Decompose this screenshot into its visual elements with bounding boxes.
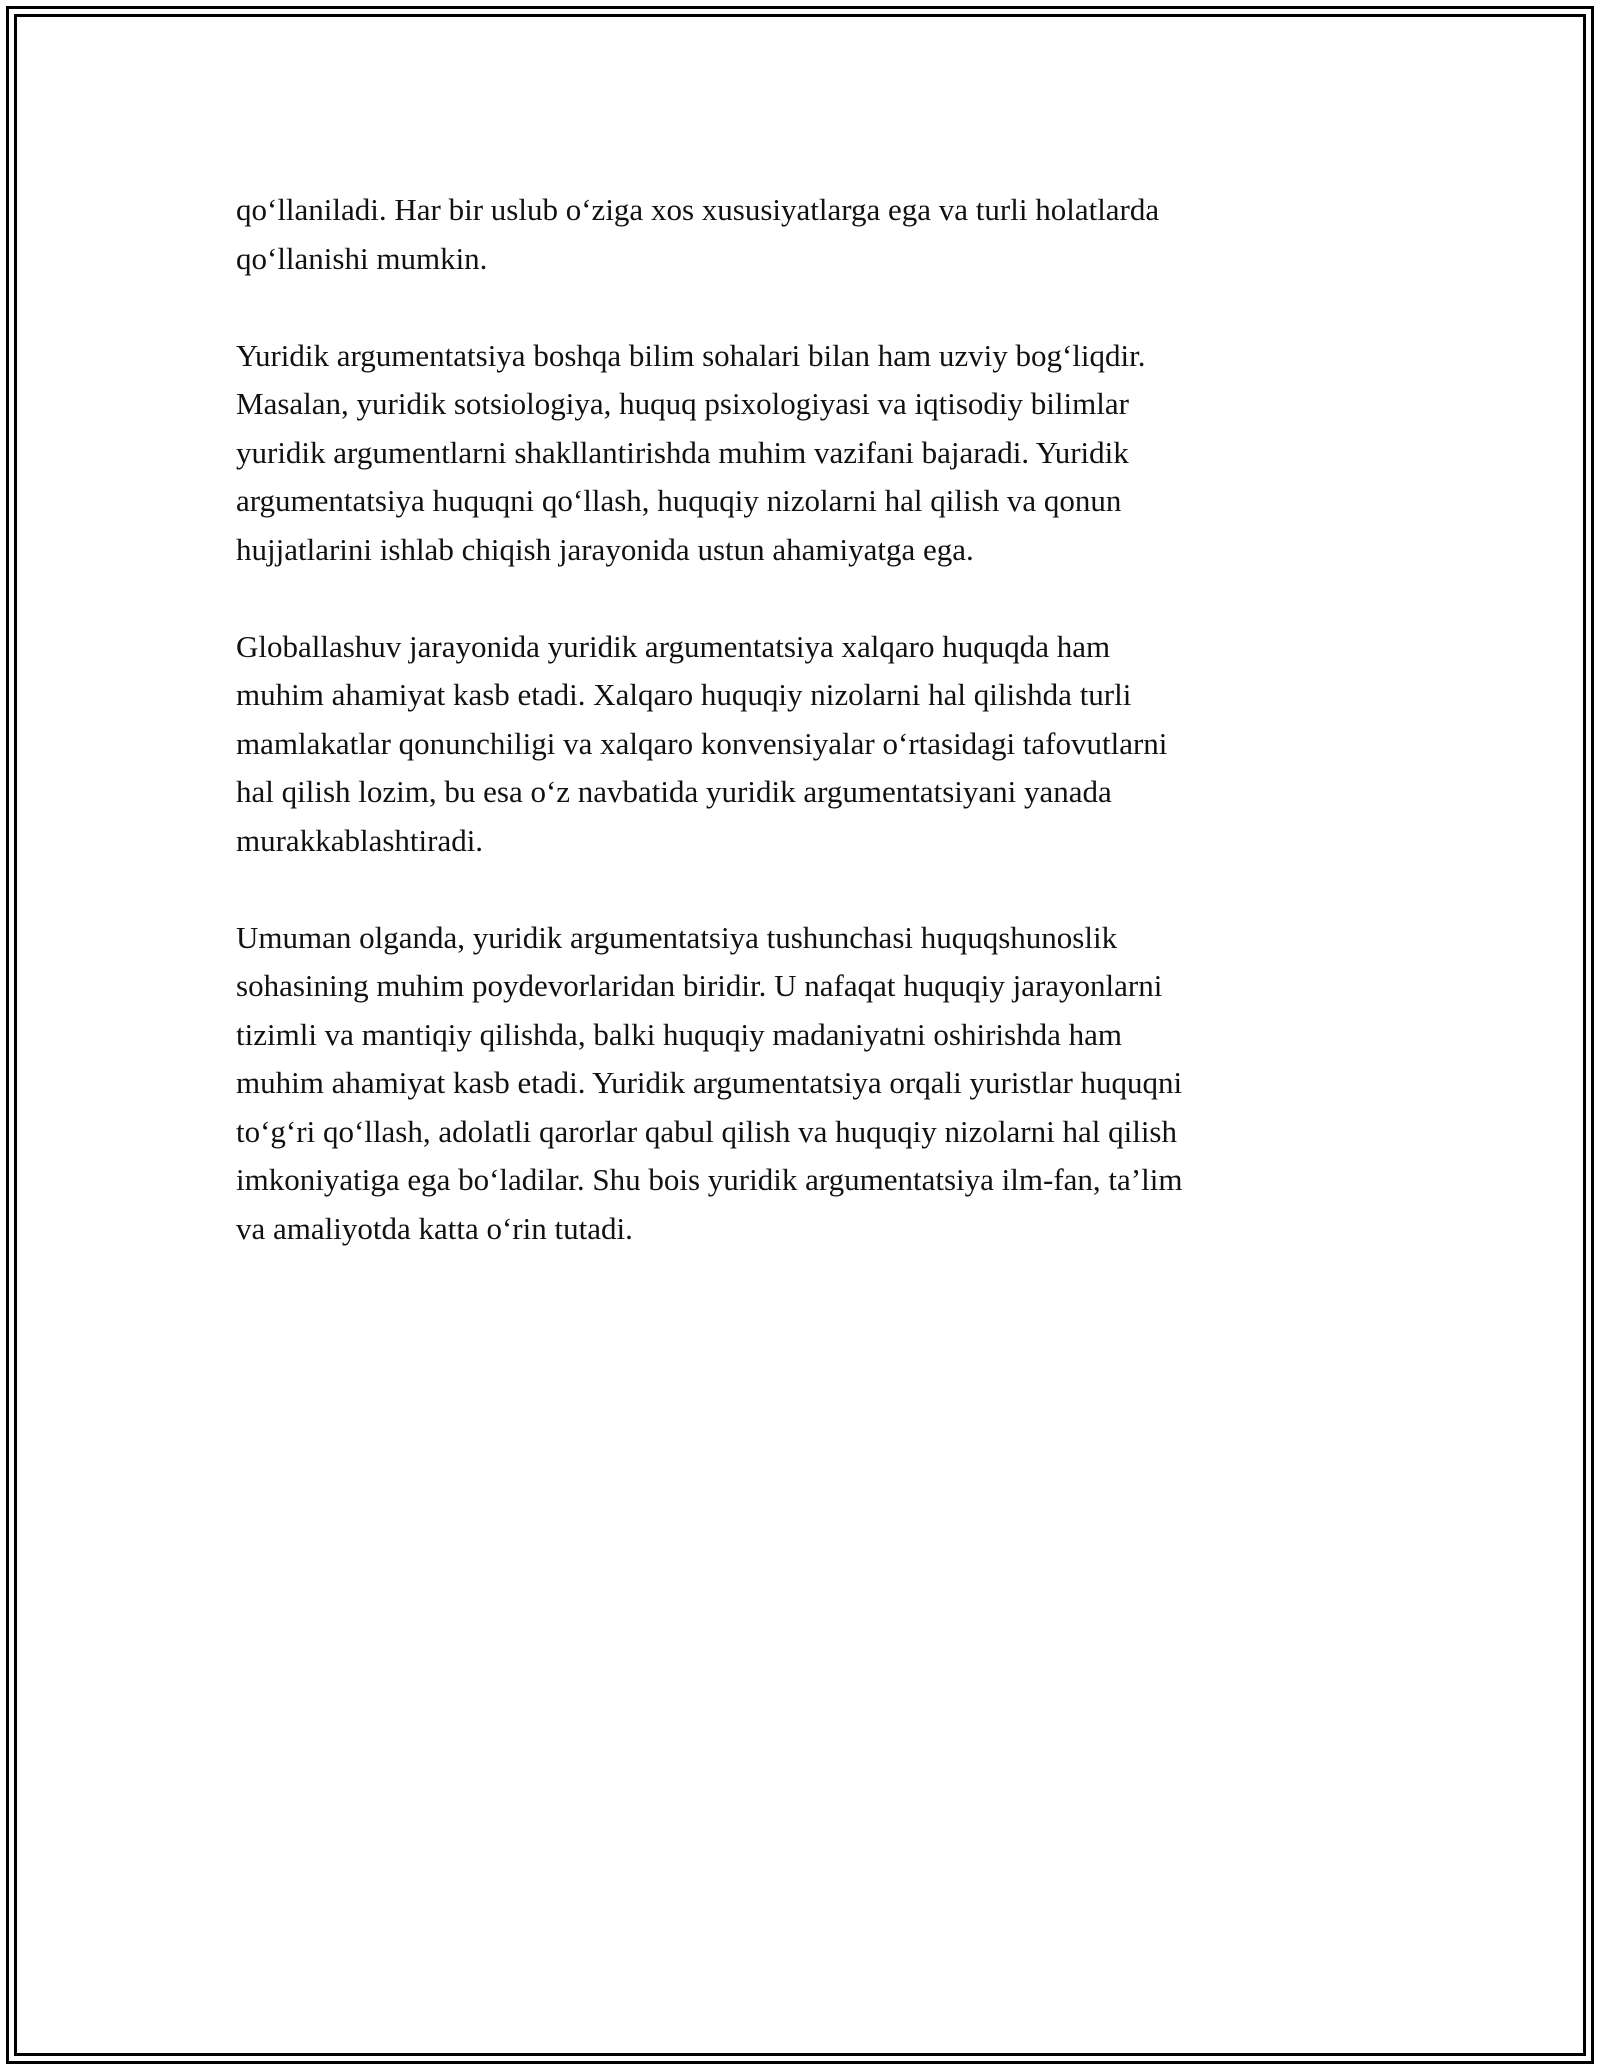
text-line: Globallashuv jarayonida yuridik argumentatsiya xalqaro huquqda ham [236,628,1111,664]
document-body [236,186,1376,1302]
text-line: sohasining muhim poydevorlaridan biridir. U nafaqat huquqiy jarayonlarni [236,968,1163,1003]
text-line: murakkablashtiradi. [236,822,484,858]
text-line: Umuman olganda, yuridik argumentatsiya tushunchasi huquqshunoslik [236,919,1118,955]
text-line: va amaliyotda katta o‘rin tutadi. [236,1210,633,1246]
text-line: Masalan, yuridik sotsiologiya, huquq psixologiyasi va iqtisodiy bilimlar [236,386,1129,421]
paragraph [236,914,1376,1254]
text-line: muhim ahamiyat kasb etadi. Xalqaro huquqiy nizolarni hal qilishda turli [236,677,1132,712]
text-line: qo‘llanishi mumkin. [236,240,488,276]
text-line: muhim ahamiyat kasb etadi. Yuridik argumentatsiya orqali yuristlar huquqni [236,1065,1183,1100]
text-line: to‘g‘ri qo‘llash, adolatli qarorlar qabul qilish va huquqiy nizolarni hal qilish [236,1113,1177,1149]
text-line: argumentatsiya huquqni qo‘llash, huquqiy nizolarni hal qilish va qonun [236,483,1122,518]
paragraph [236,623,1376,866]
text-line: qo‘llaniladi. Har bir uslub o‘ziga xos xususiyatlarga ega va turli holatlarda [236,192,1160,227]
paragraph [236,186,1376,283]
text-line: yuridik argumentlarni shakllantirishda muhim vazifani bajaradi. Yuridik [236,434,1129,470]
paragraph [236,332,1376,575]
text-line: tizimli va mantiqiy qilishda, balki huquqiy madaniyatni oshirishda ham [236,1016,1122,1052]
text-line: hal qilish lozim, bu esa o‘z navbatida yuridik argumentatsiyani yanada [236,774,1112,809]
text-line: imkoniyatiga ega bo‘ladilar. Shu bois yuridik argumentatsiya ilm-fan, ta’lim [236,1162,1183,1197]
text-line: hujjatlarini ishlab chiqish jarayonida ustun ahamiyatga ega. [236,531,974,567]
text-line: mamlakatlar qonunchiligi va xalqaro konvensiyalar o‘rtasidagi tafovutlarni [236,725,1168,761]
text-line: Yuridik argumentatsiya boshqa bilim sohalari bilan ham uzviy bog‘liqdir. [236,337,1146,373]
